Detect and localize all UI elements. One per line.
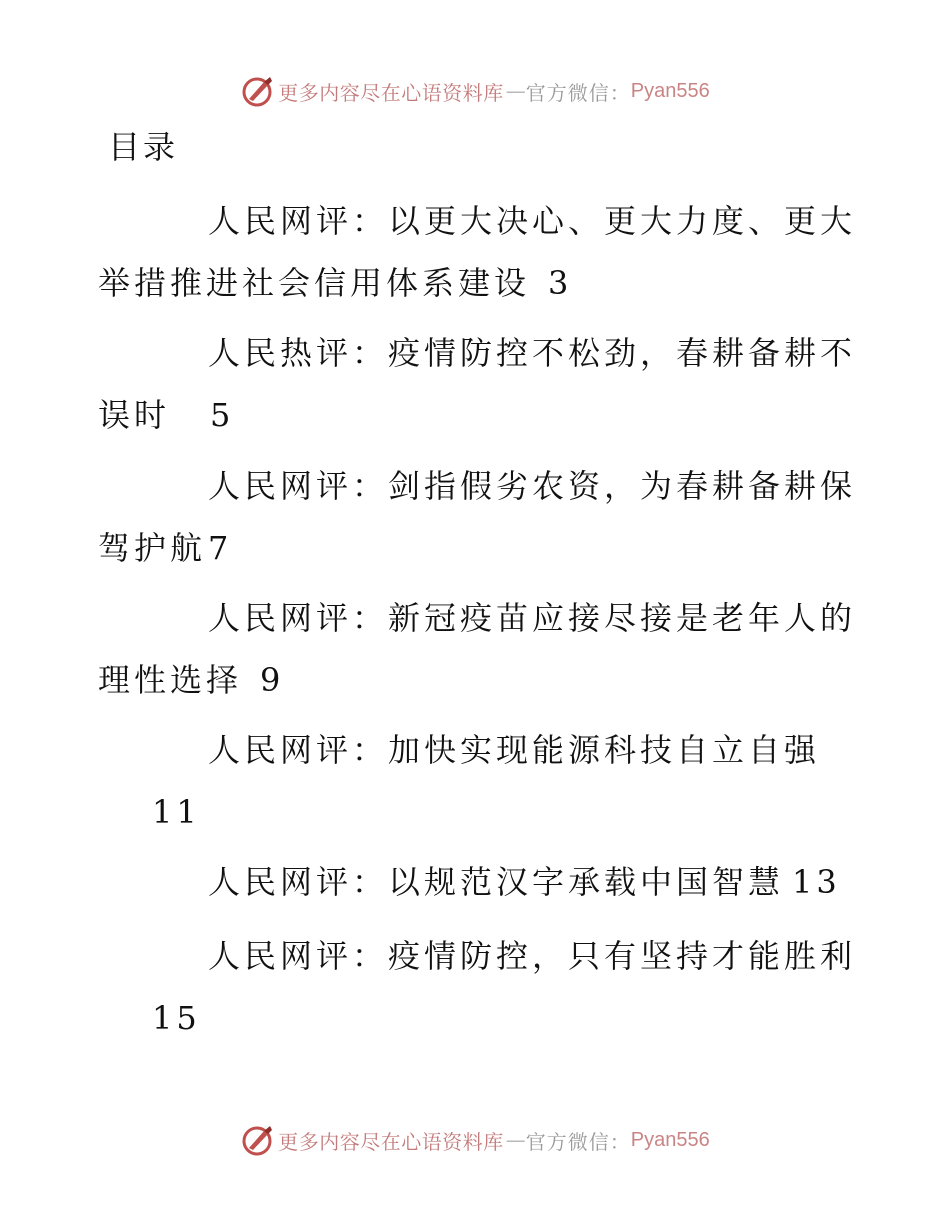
- toc-entry: [98, 587, 857, 711]
- toc-entry-page: 9: [260, 661, 285, 699]
- toc-entry-title-line2: 理性选择: [98, 661, 243, 699]
- banner-dash: —: [505, 79, 524, 103]
- toc-entry-title-line1: 人民网评：疫情防控，只有坚持才能胜利: [208, 937, 857, 975]
- toc-entry-title-line1: 人民网评：以更大决心、更大力度、更大: [208, 202, 857, 240]
- toc-entry: [98, 322, 857, 446]
- toc-entry: [98, 190, 857, 314]
- toc-entry-page: 5: [210, 396, 235, 434]
- banner-wechat-id: Pyan556: [630, 79, 710, 102]
- toc-entry: [98, 455, 857, 579]
- toc-entry: [98, 925, 857, 1049]
- toc-entry-title-line2: 误时: [98, 396, 171, 434]
- toc-entry: [98, 851, 841, 913]
- banner-text: 更多内容尽在心语资料库: [278, 80, 504, 105]
- toc-entry-title-line1: 人民网评：以规范汉字承载中国智慧: [208, 863, 785, 901]
- toc-entry-page: 7: [208, 529, 233, 567]
- toc-entry-page: 13: [792, 863, 841, 901]
- toc-entry-title-line2: 举措推进社会信用体系建设: [98, 264, 531, 302]
- banner-dash: —: [505, 1128, 524, 1152]
- banner-wechat-label: 官方微信：: [525, 80, 631, 105]
- footer-banner: [0, 1120, 950, 1160]
- toc-entry: [98, 719, 838, 843]
- banner-wechat-id: Pyan556: [630, 1128, 710, 1151]
- banner-text: 更多内容尽在心语资料库: [278, 1129, 504, 1154]
- toc-entry-title-line1: 人民热评：疫情防控不松劲，春耕备耕不: [208, 334, 857, 372]
- toc-entry-page: 11: [152, 793, 201, 831]
- toc-entry-title-line1: 人民网评：加快实现能源科技自立自强: [208, 731, 821, 769]
- toc-entry-page: 3: [548, 264, 573, 302]
- quill-logo-icon: [240, 1122, 276, 1158]
- toc-entry-title-line2: 驾护航: [98, 529, 207, 567]
- header-banner: [0, 71, 950, 111]
- banner-wechat-label: 官方微信：: [525, 1129, 631, 1154]
- toc-entry-title-line1: 人民网评：新冠疫苗应接尽接是老年人的: [208, 599, 857, 637]
- toc-entry-page: 15: [152, 999, 201, 1037]
- toc-entry-title-line1: 人民网评：剑指假劣农资，为春耕备耕保: [208, 467, 857, 505]
- quill-logo-icon: [240, 73, 276, 109]
- toc-heading: 目录: [108, 128, 179, 166]
